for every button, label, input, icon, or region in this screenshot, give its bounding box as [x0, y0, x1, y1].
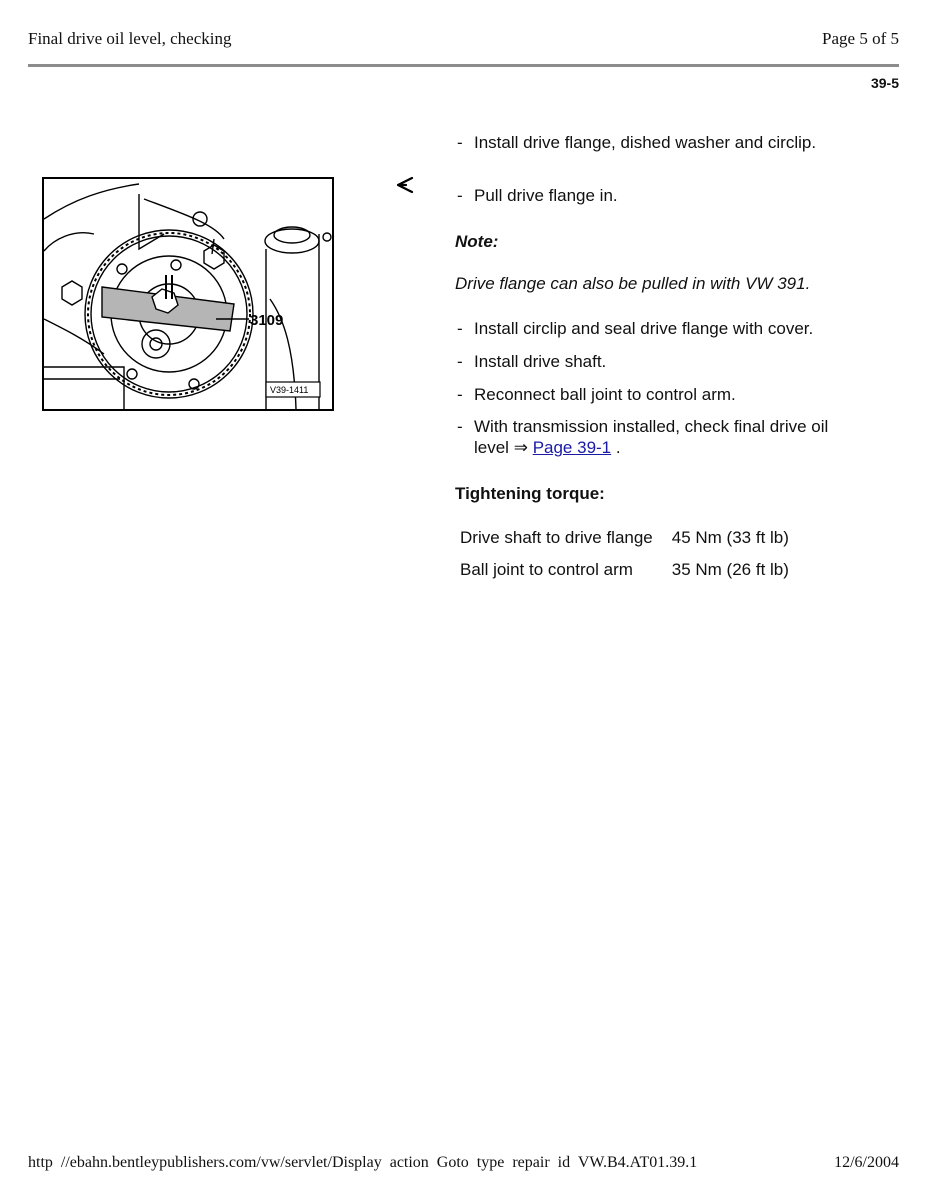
step-text: Install drive flange, dished washer and circlip.	[474, 133, 817, 152]
tool-callout: 3109	[250, 312, 284, 329]
step-text: Pull drive flange in.	[474, 186, 618, 205]
step-item	[455, 416, 875, 458]
step-item	[455, 185, 875, 206]
step-dash: -	[457, 133, 463, 152]
step-text: Install circlip and seal drive flange with cover.	[474, 319, 814, 338]
step-text-line2: level	[474, 438, 509, 457]
step-dash: -	[457, 385, 463, 404]
table-row	[457, 527, 805, 559]
step-dash: -	[457, 319, 463, 338]
note-heading: Note:	[455, 232, 499, 251]
step-text	[474, 416, 875, 458]
step-dash: -	[457, 417, 463, 436]
table-row	[457, 559, 805, 591]
step-item	[455, 351, 875, 372]
torque-item: Drive shaft to drive flange	[460, 528, 653, 547]
step-dash: -	[457, 352, 463, 371]
torque-table	[457, 527, 805, 591]
header-divider	[28, 64, 899, 67]
step-item	[455, 384, 875, 405]
document-title: Final drive oil level, checking	[28, 29, 232, 48]
step-text: Install drive shaft.	[474, 352, 607, 371]
cross-reference-arrow-icon: ⇒	[513, 438, 528, 457]
image-id-label: V39-1411	[270, 385, 309, 395]
torque-value: 35 Nm (26 ft lb)	[671, 560, 789, 579]
section-number: 39-5	[870, 75, 899, 91]
step-item	[455, 318, 875, 339]
torque-value: 45 Nm (33 ft lb)	[671, 528, 789, 547]
step-text-line1: With transmission installed, check final drive oil	[474, 417, 829, 436]
step-text-end: .	[615, 438, 621, 457]
page-indicator: Page 5 of 5	[822, 29, 899, 48]
step-text: Reconnect ball joint to control arm.	[474, 385, 736, 404]
footer-date: 12/6/2004	[834, 1154, 899, 1171]
step-dash: -	[457, 186, 463, 205]
step-item	[455, 132, 875, 153]
tightening-torque-heading: Tightening torque:	[455, 484, 605, 503]
page-39-1-link[interactable]: Page 39-1	[532, 438, 612, 457]
torque-item: Ball joint to control arm	[460, 560, 633, 579]
drive-flange-illustration	[42, 177, 334, 411]
footer-url: http //ebahn.bentleypublishers.com/vw/servlet/Display action Goto type repair id VW.B4.AT01.39.1	[28, 1154, 698, 1171]
figure-reference-arrow-icon	[397, 176, 415, 194]
note-text: Drive flange can also be pulled in with VW 391.	[455, 274, 811, 293]
